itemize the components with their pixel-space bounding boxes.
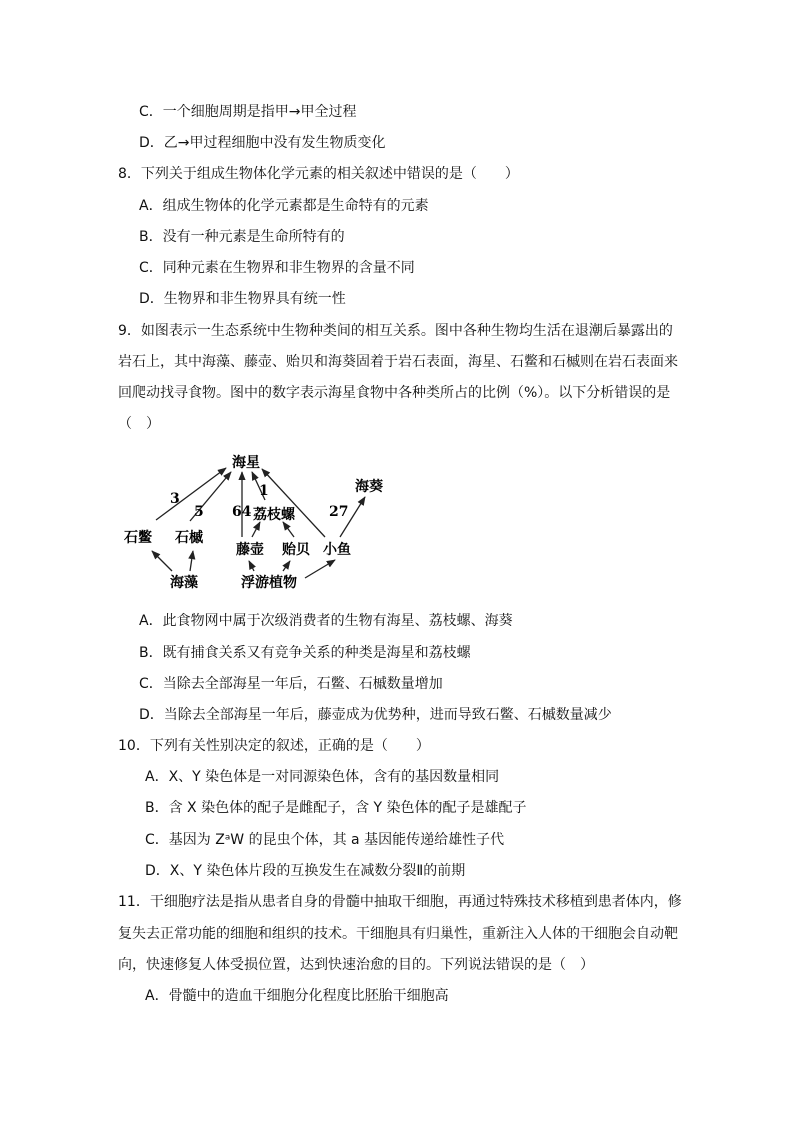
q8-option-c: C．同种元素在生物界和非生物界的含量不同: [139, 260, 415, 276]
arrow-seaweed-to-chiton: [152, 551, 172, 571]
node-starfish: 海星: [232, 455, 260, 471]
node-plankton: 浮游植物: [241, 575, 297, 591]
q7-option-d: D．乙→甲过程细胞中没有发生物质变化: [139, 135, 386, 151]
arrow-seaweed-to-shijian: [190, 551, 193, 571]
q9-stem-line-1: 9．如图表示一生态系统中生物种类间的相互关系。图中各种生物均生活在退潮后暴露出的: [118, 323, 673, 339]
arrow-chiton-to-starfish: [156, 468, 226, 520]
q8-option-a: A．组成生物体的化学元素都是生命特有的元素: [139, 198, 429, 214]
arrow-plankton-to-barnacle: [249, 561, 254, 571]
pct-shijian: 5: [194, 504, 204, 520]
arrow-lychee-to-starfish: [252, 472, 265, 500]
pct-chiton: 3: [170, 491, 180, 507]
q9-option-d: D．当除去全部海星一年后，藤壶成为优势种，进而导致石鳖、石槭数量减少: [139, 707, 612, 723]
arrow-plankton-to-mussel: [283, 561, 290, 571]
node-shijian: 石槭: [175, 530, 203, 546]
q10-option-d: D．X、Y 染色体片段的互换发生在减数分裂Ⅱ的前期: [145, 863, 466, 879]
node-chiton: 石鳖: [124, 530, 152, 546]
node-lychee-snail: 荔枝螺: [253, 507, 295, 523]
q9-option-b: B．既有捕食关系又有竞争关系的种类是海星和荔枝螺: [139, 645, 471, 661]
arrow-smallfish-to-starfish: [262, 469, 325, 537]
q11-stem-line-2: 复失去正常功能的细胞和组织的技术。干细胞具有归巢性，重新注入人体的干细胞会自动靶: [118, 926, 678, 942]
pct-small-fish: 27: [329, 504, 349, 520]
arrow-mussel-to-lychee: [283, 522, 294, 537]
arrow-smallfish-to-anemone: [340, 497, 365, 537]
q11-option-a: A．骨髓中的造血干细胞分化程度比胚胎干细胞高: [145, 988, 449, 1004]
q10-option-c: C．基因为 ZᵃW 的昆虫个体，其 a 基因能传递给雄性子代: [145, 832, 505, 848]
q8-option-d: D．生物界和非生物界具有统一性: [139, 291, 346, 307]
q11-stem-line-3: 向，快速修复人体受损位置，达到快速治愈的目的。下列说法错误的是（ ）: [118, 957, 594, 973]
pct-barnacle: 64: [232, 504, 252, 520]
node-barnacle: 藤壶: [236, 542, 264, 558]
q10-option-a: A．X、Y 染色体是一对同源染色体，含有的基因数量相同: [145, 769, 500, 785]
q10-option-b: B．含 X 染色体的配子是雌配子，含 Y 染色体的配子是雄配子: [145, 800, 527, 816]
q10-stem: 10．下列有关性别决定的叙述，正确的是（ ）: [118, 738, 430, 754]
arrow-plankton-to-smallfish: [305, 560, 335, 578]
q9-option-a: A．此食物网中属于次级消费者的生物有海星、荔枝螺、海葵: [139, 613, 513, 629]
arrow-shijian-to-starfish: [190, 472, 231, 521]
pct-lychee-snail: 1: [259, 483, 269, 499]
q9-option-c: C．当除去全部海星一年后，石鳖、石槭数量增加: [139, 676, 443, 692]
q9-stem-line-2: 岩石上，其中海藻、藤壶、贻贝和海葵固着于岩石表面，海星、石鳖和石槭则在岩石表面来: [118, 354, 678, 370]
arrow-barnacle-to-lychee: [252, 522, 260, 537]
q8-stem: 8．下列关于组成生物体化学元素的相关叙述中错误的是（ ）: [118, 166, 519, 182]
node-seaweed: 海藻: [170, 575, 198, 591]
q8-option-b: B．没有一种元素是生命所特有的: [139, 229, 345, 245]
q11-stem-line-1: 11．干细胞疗法是指从患者自身的骨髓中抽取干细胞，再通过特殊技术移植到患者体内，修: [118, 894, 682, 910]
node-anemone: 海葵: [355, 479, 383, 495]
node-mussel: 贻贝: [282, 542, 310, 558]
q9-stem-line-3: 回爬动找寻食物。图中的数字表示海星食物中各种类所占的比例（%）。以下分析错误的是: [118, 385, 671, 401]
q9-stem-line-4: （ ）: [118, 416, 160, 432]
q7-option-c: C．一个细胞周期是指甲→甲全过程: [139, 104, 357, 120]
node-small-fish: 小鱼: [323, 542, 351, 558]
